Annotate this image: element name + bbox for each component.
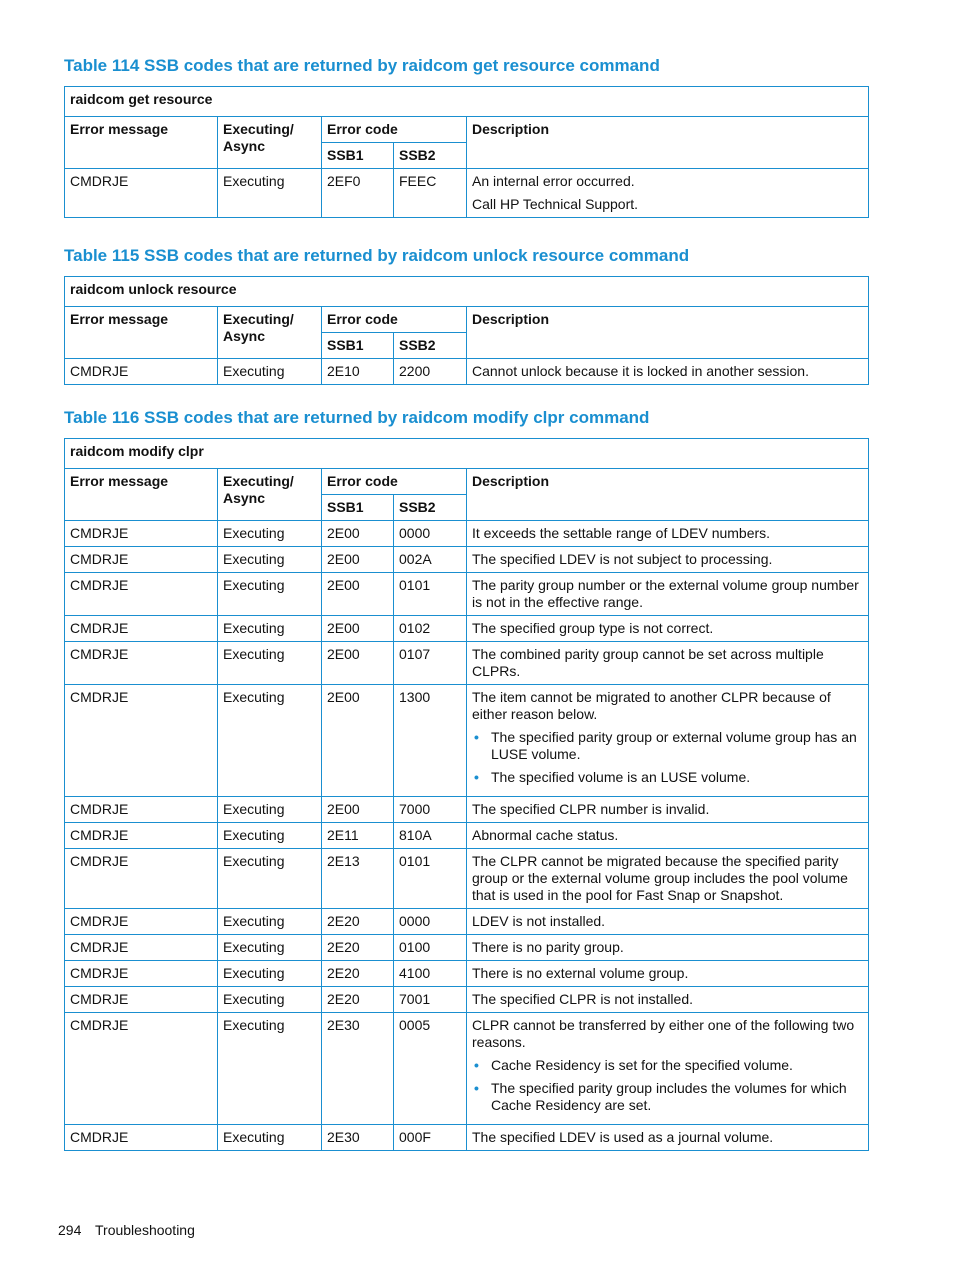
executing-cell: Executing xyxy=(218,797,322,823)
ssb1-cell: 2E00 xyxy=(322,547,394,573)
description-cell xyxy=(467,935,869,961)
table-row xyxy=(65,547,869,573)
description-cell xyxy=(467,909,869,935)
table-row xyxy=(65,935,869,961)
header-ssb1: SSB1 xyxy=(322,495,394,521)
ssb1-cell: 2E20 xyxy=(322,987,394,1013)
ssb1-cell: 2E00 xyxy=(322,616,394,642)
table-row xyxy=(65,521,869,547)
table-row xyxy=(65,797,869,823)
ssb2-cell: 7000 xyxy=(394,797,467,823)
ssb-table-114 xyxy=(64,86,869,218)
executing-cell: Executing xyxy=(218,909,322,935)
ssb2-cell: 0100 xyxy=(394,935,467,961)
header-error-message: Error message xyxy=(65,469,218,521)
ssb2-cell: 0107 xyxy=(394,642,467,685)
ssb1-cell: 2E30 xyxy=(322,1013,394,1125)
description-text: It exceeds the settable range of LDEV numbers. xyxy=(472,525,771,541)
description-cell xyxy=(467,359,869,385)
command-name: raidcom unlock resource xyxy=(65,277,869,307)
header-executing-async: Executing/ Async xyxy=(218,307,322,359)
table-row xyxy=(65,642,869,685)
description-cell xyxy=(467,616,869,642)
error-message-cell: CMDRJE xyxy=(65,169,218,218)
description-text: The CLPR cannot be migrated because the specified parity group or the external volume group includes the pool volume that is used in the pool for Fast Snap or Snapshot. xyxy=(472,853,848,903)
description-cell xyxy=(467,849,869,909)
error-message-cell: CMDRJE xyxy=(65,849,218,909)
error-message-cell: CMDRJE xyxy=(65,961,218,987)
ssb2-cell: 0102 xyxy=(394,616,467,642)
table-row xyxy=(65,573,869,616)
header-executing-async: Executing/ Async xyxy=(218,117,322,169)
header-error-code: Error code xyxy=(322,469,467,495)
ssb2-cell: 000F xyxy=(394,1125,467,1151)
description-list-item xyxy=(472,729,863,763)
error-message-cell: CMDRJE xyxy=(65,685,218,797)
table-row xyxy=(65,849,869,909)
error-message-cell: CMDRJE xyxy=(65,616,218,642)
executing-cell: Executing xyxy=(218,616,322,642)
table-row xyxy=(65,359,869,385)
ssb1-cell: 2E20 xyxy=(322,909,394,935)
header-ssb1: SSB1 xyxy=(322,333,394,359)
header-description: Description xyxy=(467,117,869,169)
bullet-icon: • xyxy=(474,729,479,745)
description-text: There is no external volume group. xyxy=(472,965,689,981)
table-row xyxy=(65,987,869,1013)
header-ssb2: SSB2 xyxy=(394,495,467,521)
executing-cell: Executing xyxy=(218,1013,322,1125)
executing-cell: Executing xyxy=(218,547,322,573)
error-message-cell: CMDRJE xyxy=(65,642,218,685)
executing-cell: Executing xyxy=(218,987,322,1013)
error-message-cell: CMDRJE xyxy=(65,1013,218,1125)
executing-cell: Executing xyxy=(218,823,322,849)
table-row xyxy=(65,823,869,849)
ssb2-cell: 0101 xyxy=(394,573,467,616)
table-row xyxy=(65,169,869,218)
error-message-cell: CMDRJE xyxy=(65,1125,218,1151)
executing-cell: Executing xyxy=(218,573,322,616)
bullet-icon: • xyxy=(474,1080,479,1096)
ssb1-cell: 2E00 xyxy=(322,685,394,797)
ssb1-cell: 2E20 xyxy=(322,935,394,961)
ssb2-cell: 002A xyxy=(394,547,467,573)
description-text: The specified group type is not correct. xyxy=(472,620,714,636)
executing-cell: Executing xyxy=(218,849,322,909)
ssb1-cell: 2E00 xyxy=(322,642,394,685)
ssb2-cell: 0000 xyxy=(394,521,467,547)
ssb-table-115 xyxy=(64,276,869,385)
header-description: Description xyxy=(467,307,869,359)
executing-cell: Executing xyxy=(218,685,322,797)
ssb2-cell: 7001 xyxy=(394,987,467,1013)
description-text: Abnormal cache status. xyxy=(472,827,619,843)
description-text: Cannot unlock because it is locked in another session. xyxy=(472,363,809,379)
table-row xyxy=(65,1125,869,1151)
description-text: The specified LDEV is used as a journal volume. xyxy=(472,1129,774,1145)
error-message-cell: CMDRJE xyxy=(65,909,218,935)
ssb2-cell: 2200 xyxy=(394,359,467,385)
bullet-text: The specified parity group includes the volumes for which Cache Residency are set. xyxy=(491,1080,847,1113)
ssb-table-116 xyxy=(64,438,869,1151)
description-cell xyxy=(467,642,869,685)
error-message-cell: CMDRJE xyxy=(65,797,218,823)
description-text: The specified CLPR number is invalid. xyxy=(472,801,710,817)
ssb2-cell: FEEC xyxy=(394,169,467,218)
error-message-cell: CMDRJE xyxy=(65,573,218,616)
description-text: An internal error occurred. xyxy=(472,173,635,189)
description-list-item xyxy=(472,1080,863,1114)
caption-table-114: Table 114 SSB codes that are returned by raidcom get resource command xyxy=(64,56,660,75)
description-cell xyxy=(467,1013,869,1125)
ssb1-cell: 2E13 xyxy=(322,849,394,909)
caption-table-115: Table 115 SSB codes that are returned by raidcom unlock resource command xyxy=(64,246,690,265)
error-message-cell: CMDRJE xyxy=(65,359,218,385)
command-name: raidcom modify clpr xyxy=(65,439,869,469)
ssb1-cell: 2E00 xyxy=(322,573,394,616)
description-text: The specified LDEV is not subject to processing. xyxy=(472,551,773,567)
table-row xyxy=(65,961,869,987)
description-list-item xyxy=(472,769,863,786)
header-error-code: Error code xyxy=(322,307,467,333)
error-message-cell: CMDRJE xyxy=(65,521,218,547)
header-executing-async: Executing/ Async xyxy=(218,469,322,521)
executing-cell: Executing xyxy=(218,169,322,218)
error-message-cell: CMDRJE xyxy=(65,823,218,849)
ssb2-cell: 0000 xyxy=(394,909,467,935)
header-ssb2: SSB2 xyxy=(394,333,467,359)
description-cell xyxy=(467,169,869,218)
description-list xyxy=(472,729,863,786)
ssb1-cell: 2E10 xyxy=(322,359,394,385)
description-text: The item cannot be migrated to another CLPR because of either reason below. xyxy=(472,689,831,722)
header-error-code: Error code xyxy=(322,117,467,143)
description-cell xyxy=(467,823,869,849)
executing-cell: Executing xyxy=(218,642,322,685)
ssb2-cell: 0101 xyxy=(394,849,467,909)
error-message-cell: CMDRJE xyxy=(65,547,218,573)
executing-cell: Executing xyxy=(218,521,322,547)
ssb1-cell: 2EF0 xyxy=(322,169,394,218)
executing-cell: Executing xyxy=(218,1125,322,1151)
executing-cell: Executing xyxy=(218,359,322,385)
description-cell xyxy=(467,961,869,987)
bullet-text: The specified volume is an LUSE volume. xyxy=(491,769,751,785)
bullet-text: Cache Residency is set for the specified volume. xyxy=(491,1057,793,1073)
bullet-icon: • xyxy=(474,1057,479,1073)
ssb1-cell: 2E30 xyxy=(322,1125,394,1151)
description-text: LDEV is not installed. xyxy=(472,913,606,929)
executing-cell: Executing xyxy=(218,935,322,961)
ssb1-cell: 2E00 xyxy=(322,521,394,547)
ssb2-cell: 810A xyxy=(394,823,467,849)
ssb1-cell: 2E11 xyxy=(322,823,394,849)
ssb2-cell: 1300 xyxy=(394,685,467,797)
bullet-icon: • xyxy=(474,769,479,785)
command-name: raidcom get resource xyxy=(65,87,869,117)
page-number: 294 xyxy=(58,1222,82,1238)
description-cell xyxy=(467,987,869,1013)
description-text: The specified CLPR is not installed. xyxy=(472,991,693,1007)
header-description: Description xyxy=(467,469,869,521)
description-cell xyxy=(467,547,869,573)
description-text: CLPR cannot be transferred by either one of the following two reasons. xyxy=(472,1017,855,1050)
description-text: There is no parity group. xyxy=(472,939,624,955)
header-error-message: Error message xyxy=(65,307,218,359)
bullet-text: The specified parity group or external volume group has an LUSE volume. xyxy=(491,729,857,762)
error-message-cell: CMDRJE xyxy=(65,935,218,961)
ssb1-cell: 2E00 xyxy=(322,797,394,823)
header-ssb2: SSB2 xyxy=(394,143,467,169)
executing-cell: Executing xyxy=(218,961,322,987)
ssb2-cell: 0005 xyxy=(394,1013,467,1125)
table-row xyxy=(65,685,869,797)
description-list xyxy=(472,1057,863,1114)
ssb1-cell: 2E20 xyxy=(322,961,394,987)
description-cell xyxy=(467,685,869,797)
section-name: Troubleshooting xyxy=(95,1222,195,1238)
description-text: The parity group number or the external volume group number is not in the effective range. xyxy=(472,577,859,610)
error-message-cell: CMDRJE xyxy=(65,987,218,1013)
ssb2-cell: 4100 xyxy=(394,961,467,987)
description-cell xyxy=(467,797,869,823)
header-ssb1: SSB1 xyxy=(322,143,394,169)
page-footer xyxy=(58,1222,205,1238)
table-row xyxy=(65,909,869,935)
description-cell xyxy=(467,1125,869,1151)
caption-table-116: Table 116 SSB codes that are returned by raidcom modify clpr command xyxy=(64,408,650,427)
table-row xyxy=(65,616,869,642)
description-list-item xyxy=(472,1057,863,1074)
description-text: Call HP Technical Support. xyxy=(472,196,639,212)
header-error-message: Error message xyxy=(65,117,218,169)
description-text: The combined parity group cannot be set across multiple CLPRs. xyxy=(472,646,824,679)
table-row xyxy=(65,1013,869,1125)
description-cell xyxy=(467,573,869,616)
description-cell xyxy=(467,521,869,547)
